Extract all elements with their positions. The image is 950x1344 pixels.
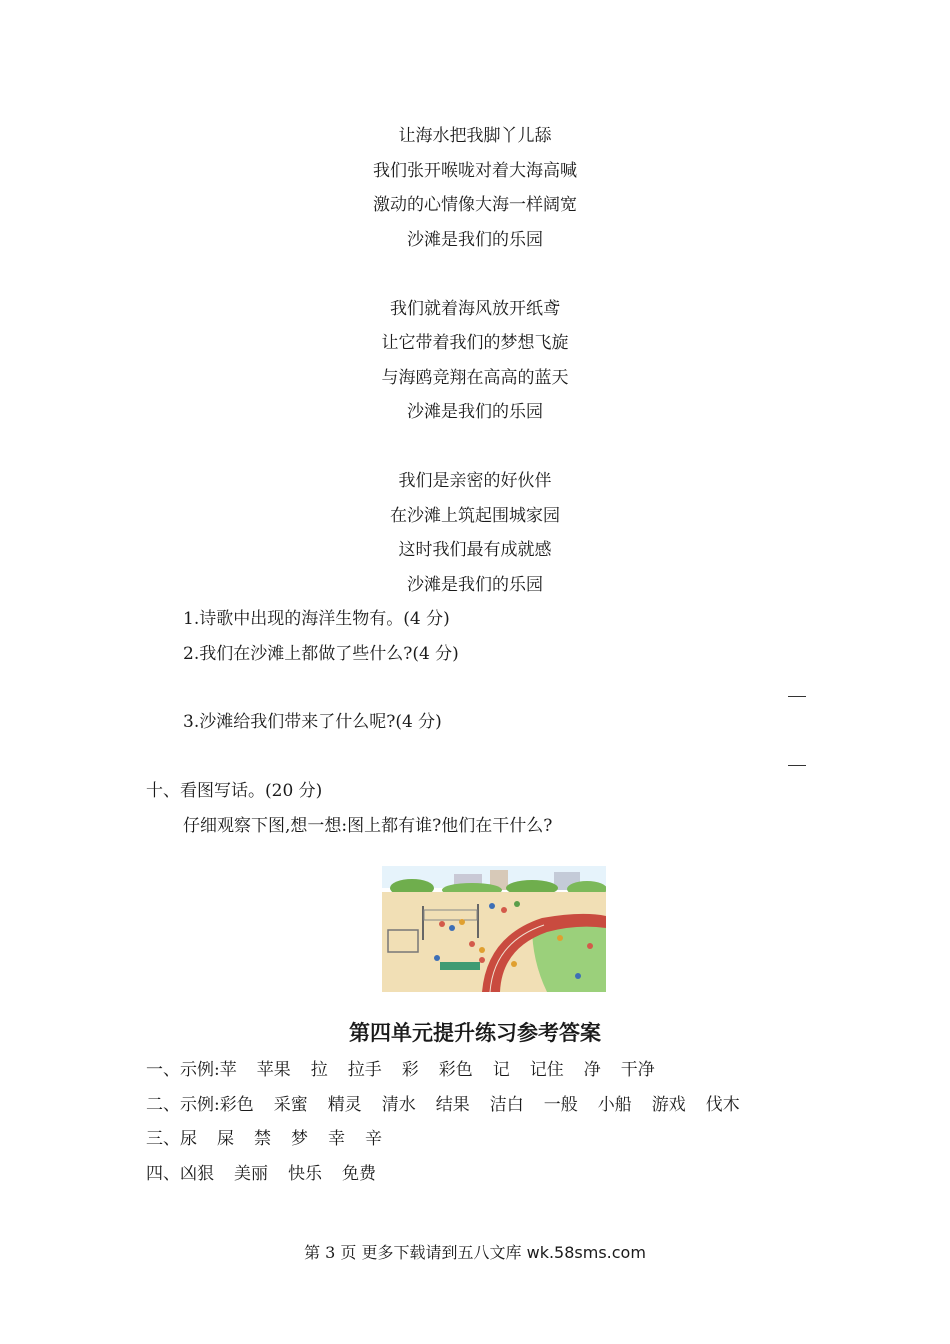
answer-word: 凶狠 [180,1164,214,1184]
answer-word: 禁 [254,1129,271,1149]
answer-word: 免费 [342,1164,376,1184]
poem-line: 与海鸥竞翔在高高的蓝天 [381,368,569,388]
answer-word: 彩色 [438,1060,473,1080]
poem-line: 在沙滩上筑起围城家园 [390,506,560,526]
poem-line: 让海水把我脚丫儿舔 [398,126,552,146]
answer-word: 净 [583,1060,601,1080]
answer-word: 彩 [401,1060,419,1080]
question-2: 2.我们在沙滩上都做了些什么?(4 分) [183,644,459,664]
poem-line: 我们张开喉咙对着大海高喊 [373,161,577,181]
footer-url[interactable]: wk.58sms.com [526,1243,646,1262]
poem-line: 激动的心情像大海一样阔宽 [373,195,577,215]
answer-prefix: 四、 [146,1164,180,1184]
answer-line-3 [146,1127,402,1151]
answer-word: 辛 [365,1129,382,1149]
answer-prefix: 一、示例: [146,1060,220,1080]
answer-prefix: 二、示例: [146,1095,220,1115]
poem-line: 沙滩是我们的乐园 [407,575,543,595]
poem-line: 让它带着我们的梦想飞旋 [381,333,569,353]
footer-page-text: 第 3 页 更多下载请到五八文库 [304,1243,522,1262]
answer-key-title: 第四单元提升练习参考答案 [349,1020,601,1045]
answer-word: 小船 [597,1095,632,1115]
poem-line: 这时我们最有成就感 [398,540,552,560]
answer-word: 快乐 [288,1164,322,1184]
schoolyard-illustration [382,866,606,998]
answer-word: 苹果 [256,1060,291,1080]
answer-word: 彩色 [219,1095,254,1115]
answer-word: 幸 [328,1129,345,1149]
section-10-prompt: 仔细观察下图,想一想:图上都有谁?他们在干什么? [183,816,553,836]
answer-line-1 [146,1058,675,1082]
answer-word: 精灵 [327,1095,362,1115]
answer-word: 屎 [217,1129,234,1149]
question-3: 3.沙滩给我们带来了什么呢?(4 分) [183,712,442,732]
page-footer [0,1241,950,1265]
answer-word: 美丽 [234,1164,268,1184]
answer-word: 干净 [620,1060,655,1080]
answer-word: 游戏 [651,1095,686,1115]
answer-word: 采蜜 [273,1095,308,1115]
answer-word: 苹 [219,1060,237,1080]
answer-word: 伐木 [705,1095,740,1115]
section-10-heading: 十、看图写话。(20 分) [146,781,323,801]
answer-word: 记住 [529,1060,564,1080]
answer-word: 结果 [435,1095,470,1115]
poem-line: 沙滩是我们的乐园 [407,402,543,422]
answer-word: 尿 [180,1129,197,1149]
poem-line: 沙滩是我们的乐园 [407,230,543,250]
answer-word: 洁白 [489,1095,524,1115]
answer-word: 梦 [291,1129,308,1149]
answer-word: 记 [492,1060,510,1080]
poem-line: 我们就着海风放开纸鸢 [390,299,560,319]
answer-prefix: 三、 [146,1129,180,1149]
answer-word: 拉 [310,1060,328,1080]
answer-blank-line [788,765,806,766]
answer-line-2 [146,1093,760,1117]
answer-line-4 [146,1162,396,1186]
answer-blank-line [788,696,806,697]
answer-word: 拉手 [347,1060,382,1080]
answer-word: 清水 [381,1095,416,1115]
question-1: 1.诗歌中出现的海洋生物有。(4 分) [183,609,450,629]
answer-word: 一般 [543,1095,578,1115]
poem-line: 我们是亲密的好伙伴 [398,471,552,491]
